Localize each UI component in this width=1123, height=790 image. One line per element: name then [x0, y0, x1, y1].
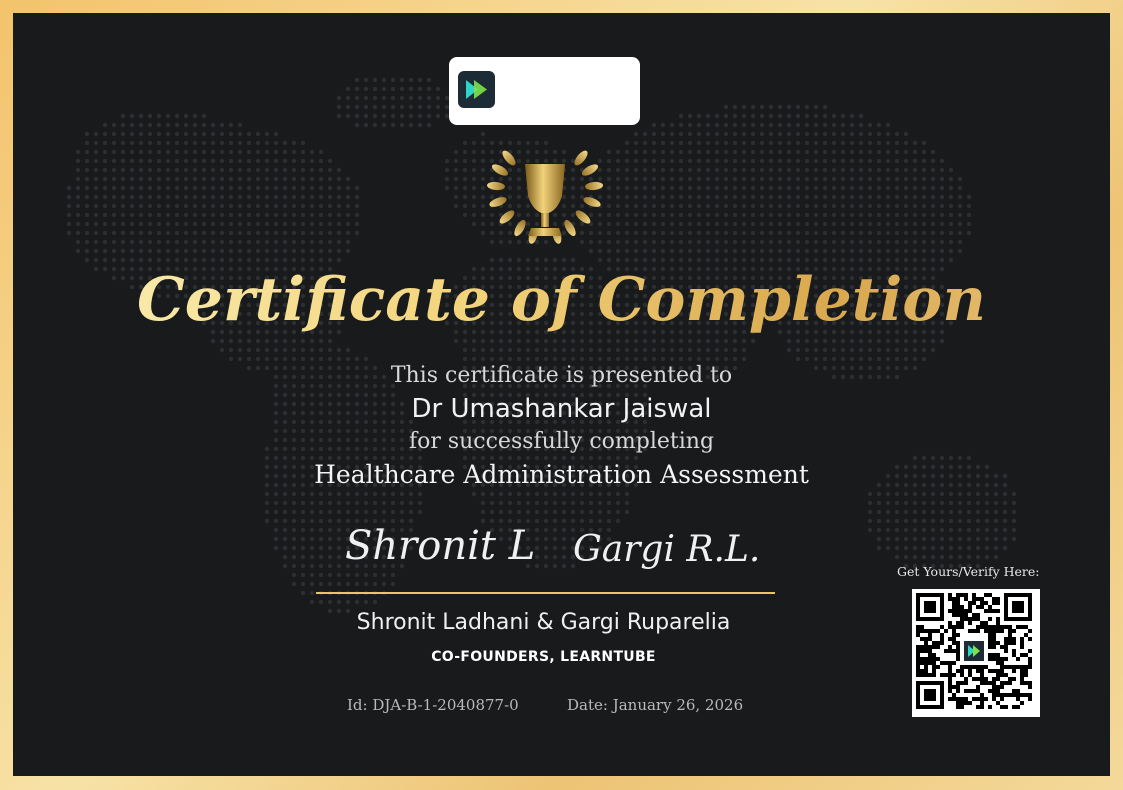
qr-code[interactable]	[912, 589, 1040, 717]
certificate-title: Certificate of Completion	[13, 265, 1110, 335]
learntube-logo-icon	[458, 71, 495, 108]
presented-to-text: This certificate is presented to	[390, 363, 733, 388]
recipient-name: Dr Umashankar Jaiswal	[411, 394, 712, 424]
certificate-card	[13, 13, 1110, 776]
verify-label: Get Yours/Verify Here:	[897, 564, 1040, 579]
signature-line	[316, 592, 775, 594]
trophy-icon	[487, 146, 603, 246]
signatories-names: Shronit Ladhani & Gargi Ruparelia	[356, 610, 731, 635]
signatories-role: CO-FOUNDERS, LEARNTUBE	[431, 649, 656, 665]
signature-gargi: Gargi R.L.	[573, 529, 761, 570]
logo-box	[449, 57, 640, 125]
certificate-date: Date: January 26, 2026	[567, 696, 744, 714]
course-name: Healthcare Administration Assessment	[314, 460, 809, 489]
completion-text: for successfully completing	[408, 429, 715, 454]
signature-shronit: Shronit L	[345, 523, 536, 569]
certificate-id: Id: DJA-B-1-2040877-0	[347, 696, 519, 714]
